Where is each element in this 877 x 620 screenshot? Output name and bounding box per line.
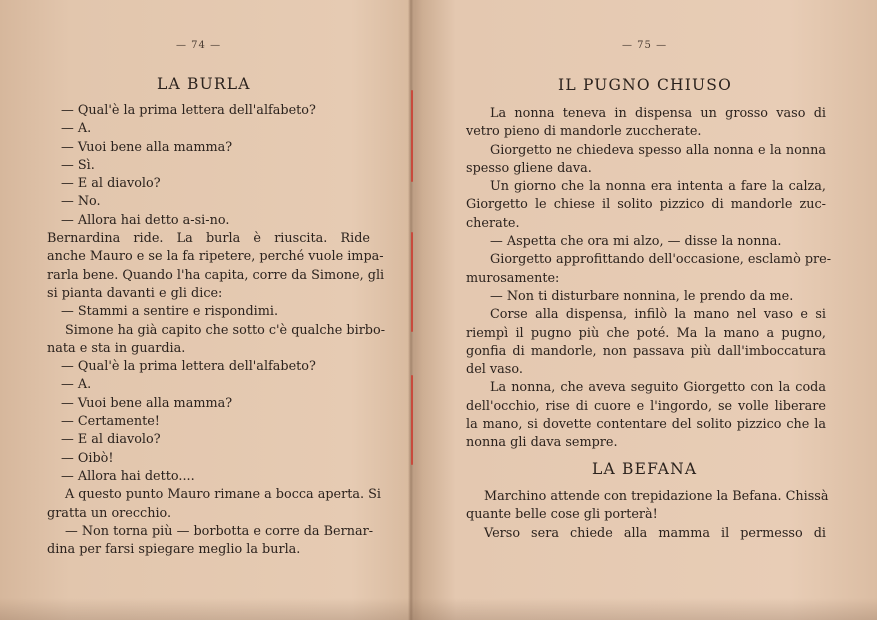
text-line: la mano, si dovette contentare del solito pizzico che la bbox=[466, 417, 826, 433]
text-line: spesso gliene dava. bbox=[466, 160, 592, 176]
text-line: murosamente: bbox=[466, 270, 560, 286]
text-line: Un giorno che la nonna era intenta a fare la calza, bbox=[490, 179, 826, 195]
text-line: vetro pieno di mandorle zuccherate. bbox=[466, 124, 702, 140]
text-line: — Allora hai detto.... bbox=[61, 468, 195, 484]
text-line: — Stammi a sentire e rispondimi. bbox=[61, 304, 279, 320]
text-line: — Non ti disturbare nonnina, le prendo da me. bbox=[490, 288, 794, 304]
text-line: riempì il pugno più che poté. Ma la mano a pugno, bbox=[466, 325, 826, 341]
text-line: A questo punto Mauro rimane a bocca aperta. Si bbox=[65, 487, 382, 503]
text-line: anche Mauro e se la fa ripetere, perché vuole impa- bbox=[47, 249, 384, 265]
text-line: cherate. bbox=[466, 215, 520, 231]
text-line: gonfia di mandorle, non passava più dall'imboccatura bbox=[466, 343, 826, 359]
text-line: — A. bbox=[61, 377, 92, 393]
text-line: quante belle cose gli porterà! bbox=[466, 507, 658, 523]
story-text bbox=[466, 105, 832, 453]
text-line: nonna gli dava sempre. bbox=[466, 435, 618, 451]
text-line: — E al diavolo? bbox=[61, 176, 161, 192]
text-line: — Non torna più — borbotta e corre da Bernar- bbox=[65, 523, 374, 539]
text-line: nata e sta in guardia. bbox=[47, 340, 186, 356]
text-line: Bernardina ride. La burla è riuscita. Ride bbox=[47, 231, 370, 247]
text-line: La nonna teneva in dispensa un grosso vaso di bbox=[490, 106, 826, 121]
text-line: — A. bbox=[61, 121, 92, 137]
text-line: — E al diavolo? bbox=[61, 432, 161, 448]
binding-thread bbox=[411, 232, 413, 332]
text-line: del vaso. bbox=[466, 362, 523, 378]
text-line: Giorgetto ne chiedeva spesso alla nonna e la nonna bbox=[490, 142, 826, 158]
text-line: — Certamente! bbox=[61, 414, 160, 430]
text-line: — Oibò! bbox=[61, 450, 114, 466]
text-line: rarla bene. Quando l'ha capita, corre da Simone, gli bbox=[47, 267, 385, 283]
text-line: Marchino attende con trepidazione la Befana. Chissà bbox=[484, 489, 829, 504]
text-line: si pianta davanti e gli dice: bbox=[47, 285, 223, 301]
left-page bbox=[0, 0, 408, 620]
text-line: — Vuoi bene alla mamma? bbox=[61, 139, 233, 155]
page-number: — 75 — bbox=[622, 40, 668, 51]
story-title: LA BURLA bbox=[157, 75, 251, 93]
text-line: Corse alla dispensa, infilò la mano nel vaso e si bbox=[490, 307, 826, 323]
story-text bbox=[466, 488, 829, 543]
story-title: IL PUGNO CHIUSO bbox=[558, 76, 733, 94]
text-line: gratta un orecchio. bbox=[47, 505, 172, 521]
right-page bbox=[414, 0, 877, 620]
binding-thread bbox=[411, 90, 413, 182]
story-text bbox=[47, 102, 386, 559]
text-line: — Aspetta che ora mi alzo, — disse la nonna. bbox=[490, 234, 782, 250]
text-line: dina per farsi spiegare meglio la burla. bbox=[47, 542, 301, 558]
text-line: — Qual'è la prima lettera dell'alfabeto? bbox=[61, 359, 316, 375]
story-title: LA BEFANA bbox=[592, 460, 698, 478]
text-line: Verso sera chiede alla mamma il permesso di bbox=[484, 525, 826, 541]
text-line: dell'occhio, rise di cuore e l'ingordo, se volle liberare bbox=[466, 398, 826, 414]
page-number: — 74 — bbox=[176, 40, 222, 51]
text-line: — Allora hai detto a-si-no. bbox=[61, 212, 230, 228]
binding-thread bbox=[411, 375, 413, 465]
text-line: Giorgetto le chiese il solito pizzico di mandorle zuc- bbox=[466, 197, 826, 213]
text-line: Giorgetto approfittando dell'occasione, esclamò pre- bbox=[490, 252, 832, 268]
text-line: — Vuoi bene alla mamma? bbox=[61, 395, 233, 411]
text-line: — Qual'è la prima lettera dell'alfabeto? bbox=[61, 103, 316, 118]
text-line: Simone ha già capito che sotto c'è qualche birbo- bbox=[65, 322, 386, 338]
text-line: — Sì. bbox=[61, 157, 95, 173]
text-line: — No. bbox=[61, 194, 101, 210]
text-line: La nonna, che aveva seguito Giorgetto con la coda bbox=[490, 380, 826, 396]
